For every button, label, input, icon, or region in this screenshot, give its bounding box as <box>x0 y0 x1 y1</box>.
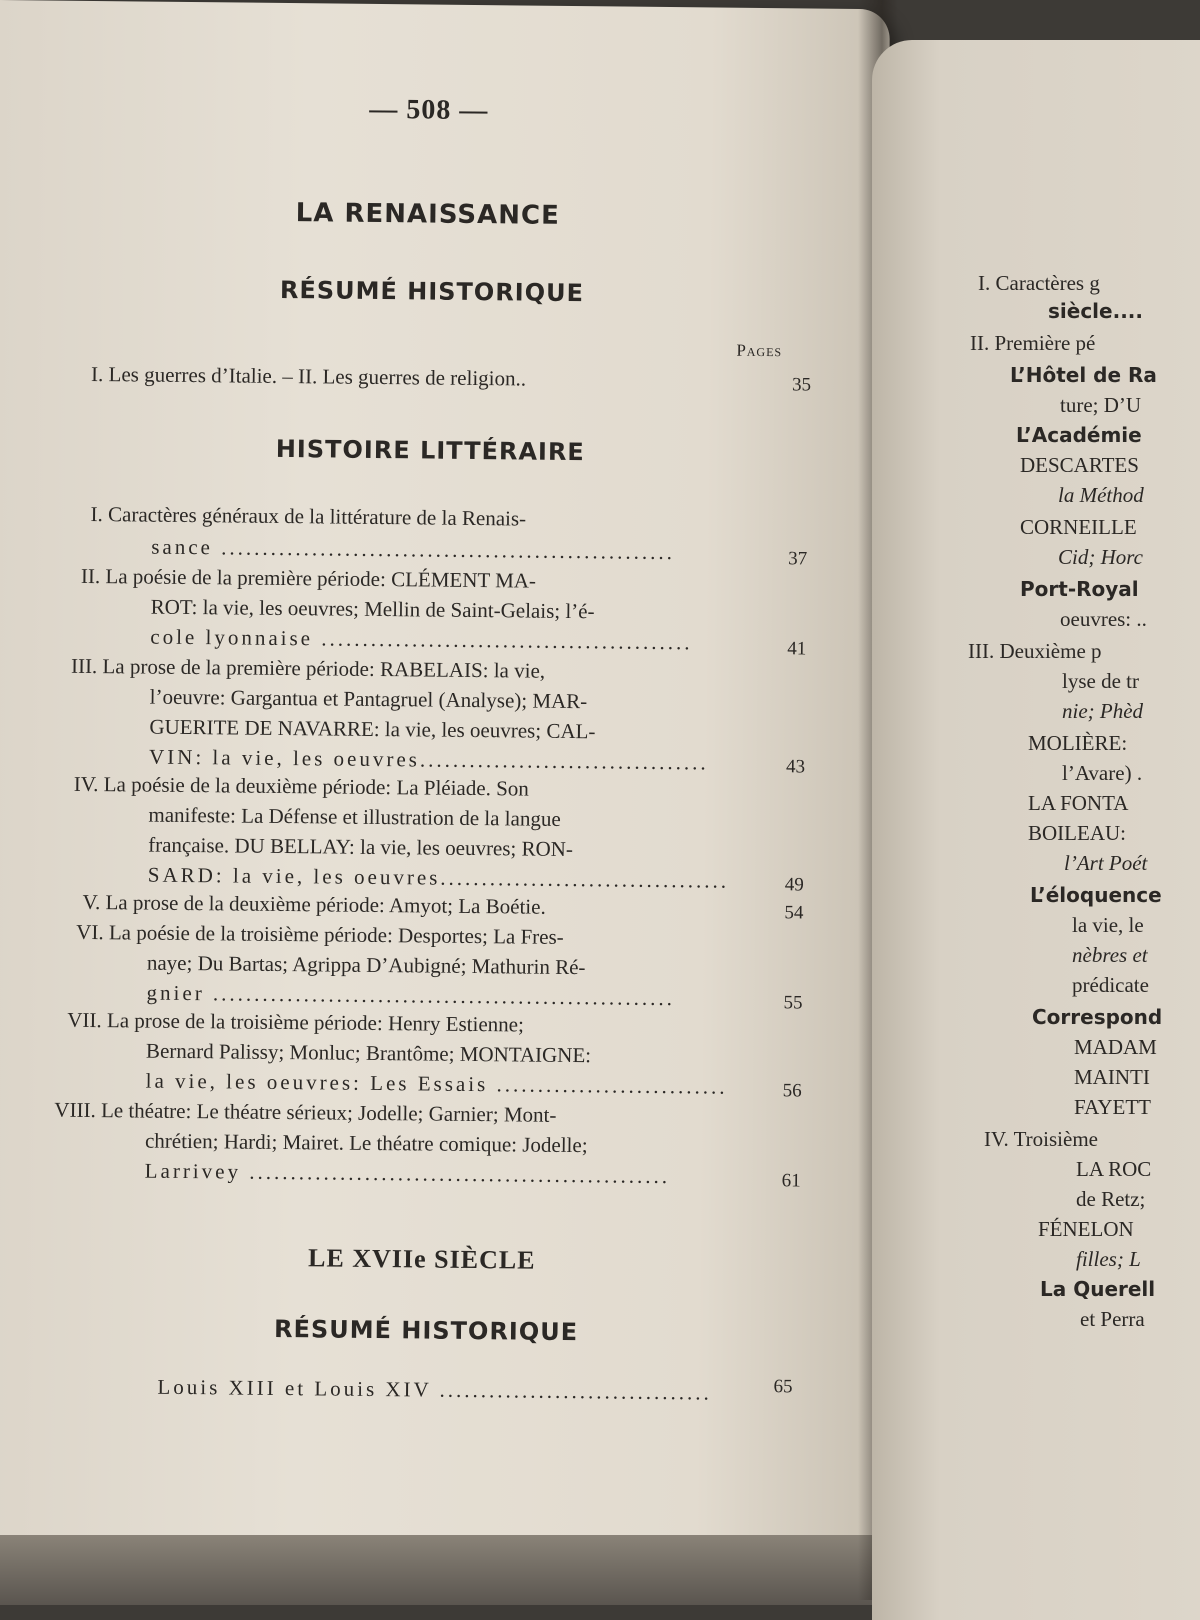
right-page <box>872 40 1200 1620</box>
resume-entry: I. Les guerres d’Italie. – II. Les guerres de religion.. <box>90 361 527 391</box>
right-line: II. Première pé <box>970 331 1096 355</box>
resume2-page-number: 65 <box>773 1376 793 1398</box>
pages-column-label: Pages <box>736 340 783 361</box>
right-line: La Querell <box>1040 1277 1156 1301</box>
toc-entry-line: I. Caractères généraux de la littérature de la Renais- <box>90 501 527 531</box>
toc-page-number: 43 <box>785 756 806 778</box>
right-line: oeuvres: .. <box>1060 607 1147 631</box>
right-line: ture; D’U <box>1060 393 1142 417</box>
toc-entry-line: SARD: la vie, les oeuvres................................... <box>147 862 730 893</box>
resume2-entry: Louis XIII et Louis XIV ................................. <box>157 1374 713 1405</box>
right-line: FAYETT <box>1074 1095 1152 1119</box>
right-line: filles; L <box>1076 1247 1141 1271</box>
right-line: MAINTI <box>1074 1065 1150 1089</box>
right-line: Cid; Horc <box>1058 545 1143 569</box>
right-line: L’Hôtel de Ra <box>1010 363 1157 387</box>
resume-historique-heading-2: RÉSUMÉ HISTORIQUE <box>273 1314 579 1347</box>
toc-entry-line: VIII. Le théatre: Le théatre sérieux; Jodelle; Garnier; Mont- <box>54 1097 557 1127</box>
right-line: CORNEILLE <box>1020 515 1137 539</box>
section-title-renaissance: LA RENAISSANCE <box>295 198 560 231</box>
right-line: MOLIÈRE: <box>1028 731 1128 755</box>
page-bottom-edge <box>0 1535 900 1605</box>
toc-entry-line: la vie, les oeuvres: Les Essais ............................ <box>145 1068 728 1099</box>
right-line: BOILEAU: <box>1028 821 1126 845</box>
right-line: et Perra <box>1080 1307 1145 1331</box>
toc-entry-line: chrétien; Hardi; Mairet. Le théatre comique: Jodelle; <box>144 1128 588 1158</box>
right-line: I. Caractères g <box>978 271 1100 295</box>
right-line: l’Art Poét <box>1064 851 1148 875</box>
toc-entry-line: IV. La poésie de la deuxième période: La Pléiade. Son <box>73 771 529 801</box>
page-number: — 508 — <box>369 93 489 127</box>
toc-page-number: 55 <box>783 992 803 1014</box>
right-line: FÉNELON <box>1038 1217 1134 1241</box>
right-line: Correspond <box>1032 1005 1163 1029</box>
toc-page-number: 37 <box>788 548 808 570</box>
toc-page-number: 41 <box>787 638 807 660</box>
right-line: MADAM <box>1074 1035 1157 1059</box>
right-line: siècle.... <box>1048 299 1143 323</box>
right-line: L’Académie <box>1016 423 1142 447</box>
toc-entry-line: GUERITE DE NAVARRE: la vie, les oeuvres; CAL- <box>149 714 596 744</box>
histoire-litteraire-heading: HISTOIRE LITTÉRAIRE <box>275 434 585 467</box>
toc-entry-line: française. DU BELLAY: la vie, les oeuvres; RON- <box>148 832 574 862</box>
toc-entry-line: Larrivey ................................................... <box>144 1158 671 1189</box>
right-line: IV. Troisième <box>984 1127 1098 1151</box>
toc-page-number: 54 <box>784 902 804 924</box>
right-line: nie; Phèd <box>1062 699 1144 723</box>
right-line: la vie, le <box>1072 913 1144 937</box>
right-line: III. Deuxième p <box>968 639 1102 663</box>
right-line: L’éloquence <box>1030 883 1162 907</box>
toc-entry-line: VIN: la vie, les oeuvres................................... <box>148 744 709 775</box>
right-line: l’Avare) . <box>1062 761 1143 785</box>
right-line: de Retz; <box>1076 1187 1146 1211</box>
toc-entry-line: manifeste: La Défense et illustration de la langue <box>148 802 561 831</box>
right-line: Port-Royal <box>1020 577 1139 601</box>
right-line: prédicate <box>1072 973 1149 997</box>
toc-entry-line: VII. La prose de la troisième période: Henry Estienne; <box>67 1007 525 1037</box>
toc-page-number: 61 <box>781 1170 801 1192</box>
toc-entry-line: naye; Du Bartas; Agrippa D’Aubigné; Mathurin Ré- <box>146 950 586 980</box>
toc-entry-line: V. La prose de la deuxième période: Amyot; La Boétie. <box>82 889 546 919</box>
right-line: lyse de tr <box>1062 669 1139 693</box>
toc-entry-line: l’oeuvre: Gargantua et Pantagruel (Analyse); MAR- <box>149 684 588 714</box>
toc-entry-line: II. La poésie de la première période: CLÉMENT MA- <box>80 563 537 593</box>
toc-entry-line: gnier ........................................................ <box>146 980 676 1011</box>
toc-page-number: 56 <box>782 1080 802 1102</box>
right-line: la Méthod <box>1058 483 1144 507</box>
toc-entry-line: III. La prose de la première période: RABELAIS: la vie, <box>70 653 546 683</box>
toc-entry-line: Bernard Palissy; Monluc; Brantôme; MONTAIGNE: <box>145 1038 592 1068</box>
toc-entry-line: sance ....................................................... <box>151 534 676 565</box>
resume-historique-heading: RÉSUMÉ HISTORIQUE <box>279 275 585 308</box>
toc-entry-line: ROT: la vie, les oeuvres; Mellin de Saint-Gelais; l’é- <box>150 594 595 624</box>
toc-entry-line: VI. La poésie de la troisième période: Desportes; La Fres- <box>76 919 564 949</box>
section-title-xviie-siecle: LE XVIIe SIÈCLE <box>307 1243 536 1275</box>
resume-page-number: 35 <box>791 374 812 396</box>
right-line: LA ROC <box>1076 1157 1152 1181</box>
toc-page-number: 49 <box>784 874 804 896</box>
toc-entry-line: cole lyonnaise ............................................. <box>150 624 693 655</box>
right-line: LA FONTA <box>1028 791 1129 815</box>
right-line: nèbres et <box>1072 943 1148 967</box>
right-line: DESCARTES <box>1020 453 1139 477</box>
